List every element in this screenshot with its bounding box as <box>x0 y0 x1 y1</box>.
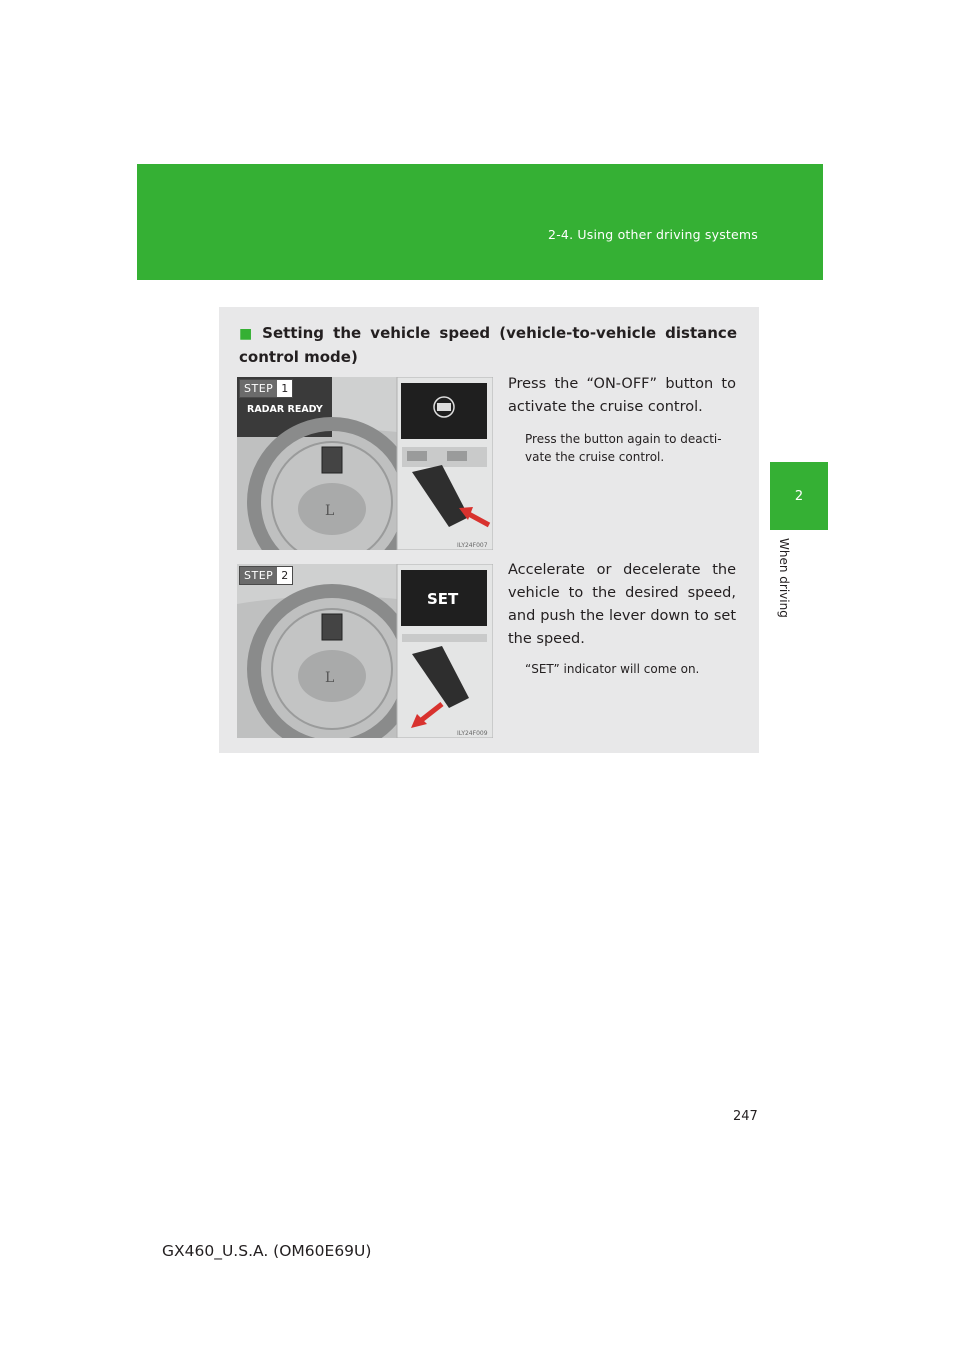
header-band <box>137 164 823 280</box>
radar-ready-text: RADAR READY <box>247 404 323 415</box>
figure-code-1: ILY24F007 <box>457 542 488 549</box>
steering-wheel-illustration <box>237 377 493 550</box>
step-number: 2 <box>281 569 289 582</box>
chapter-number: 2 <box>794 488 804 504</box>
section-heading <box>239 322 737 369</box>
content-box <box>219 307 759 753</box>
step-label: STEP <box>240 567 277 584</box>
chapter-tab <box>770 462 828 530</box>
step1-note: Press the button again to deacti- vate the cruise control. <box>525 432 722 464</box>
heading-text: Setting the vehicle speed (vehicle-to-vehicle distance control mode) <box>239 324 737 366</box>
step2-illustration <box>237 564 493 738</box>
figure-code-2: ILY24F009 <box>457 730 488 737</box>
step2-badge <box>239 566 293 585</box>
step-label: STEP <box>240 380 277 397</box>
steering-wheel-illustration <box>237 564 493 738</box>
step2-text: Accelerate or decelerate the vehicle to the desired speed, and push the lever down to set the speed. <box>508 562 736 647</box>
heading-bullet: ■ <box>239 326 257 342</box>
step1-text: Press the “ON-OFF” button to activate the cruise control. <box>508 376 736 415</box>
svg-text:L: L <box>325 503 335 519</box>
chapter-label: When driving <box>777 538 791 618</box>
page-number: 247 <box>733 1109 758 1124</box>
footer-code: GX460_U.S.A. (OM60E69U) <box>162 1242 372 1260</box>
step1-badge <box>239 379 293 398</box>
step1-illustration <box>237 377 493 550</box>
section-title: 2-4. Using other driving systems <box>548 227 758 242</box>
step2-note: “SET” indicator will come on. <box>525 662 700 676</box>
set-indicator-text: SET <box>427 590 459 608</box>
svg-text:L: L <box>325 670 335 686</box>
step-number: 1 <box>281 382 289 395</box>
